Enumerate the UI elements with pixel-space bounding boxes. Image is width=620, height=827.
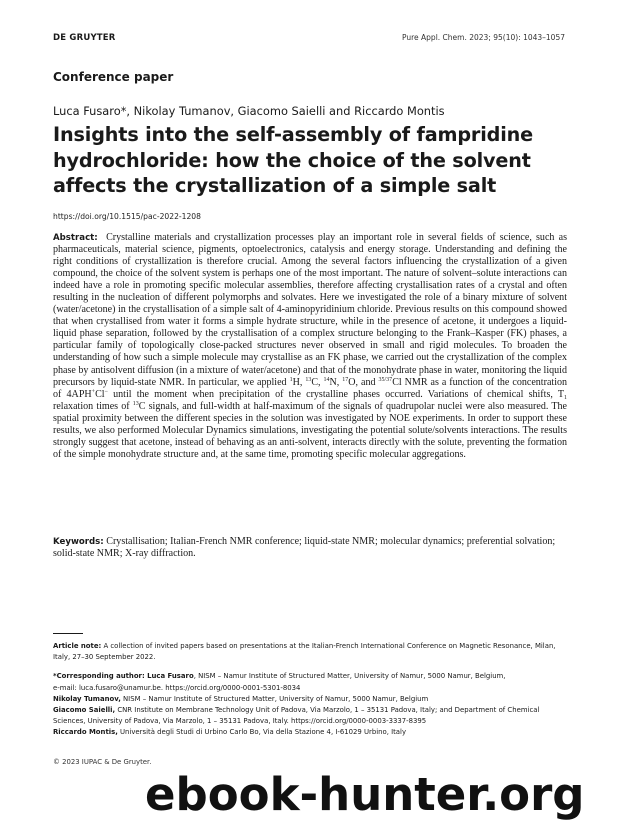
journal-citation: Pure Appl. Chem. 2023; 95(10): 1043–1057	[401, 33, 565, 42]
charge-plus: +	[91, 388, 96, 395]
keywords-label: Keywords:	[53, 537, 104, 547]
nucleus-c: C,	[311, 376, 324, 388]
corresponding-email[interactable]: e-mail: luca.fusaro@unamur.be. https://orcid.org/0000-0001-5301-8034	[53, 683, 301, 692]
isotope-17o: 17	[342, 376, 349, 383]
page-header	[53, 33, 565, 45]
copyright-notice: © 2023 IUPAC & De Gruyter.	[53, 758, 152, 766]
author-affiliation-saielli	[53, 705, 571, 727]
abstract-label: Abstract:	[53, 233, 98, 243]
keywords-text: Crystallisation; Italian-French NMR conference; liquid-state NMR; molecular dynamics; preferential solvation; solid-state NMR; X-ray diffraction.	[53, 536, 556, 560]
article-type: Conference paper	[53, 70, 174, 84]
author-list: Luca Fusaro*, Nikolay Tumanov, Giacomo Saielli and Riccardo Montis	[53, 104, 445, 118]
nucleus-n: N,	[329, 376, 343, 388]
author-name-saielli: Giacomo Saielli,	[53, 706, 116, 715]
corresponding-author-affiliation: , NISM – Namur Institute of Structured Matter, University of Namur, 5000 Namur, Belgium,	[193, 672, 506, 681]
author-affiliation-montis	[53, 727, 571, 738]
keywords	[53, 536, 567, 560]
corresponding-author-label: *Corresponding author: Luca Fusaro	[53, 672, 194, 681]
abstract-text-3: until the moment when precipitation of the crystalline phases occurred. Variations of chemical shifts, T	[107, 388, 564, 400]
article-note	[53, 641, 571, 663]
nucleus-h: H,	[292, 376, 306, 388]
affiliation-tumanov: NISM – Namur Institute of Structured Matter, University of Namur, 5000 Namur, Belgium	[120, 694, 429, 703]
isotope-13c: 13	[305, 376, 312, 383]
paper-title: Insights into the self-assembly of fampridine hydrochloride: how the choice of the solvent affects the crystallization of a simple salt	[53, 123, 534, 197]
affiliation-montis: Università degli Studi di Urbino Carlo Bo, Via della Stazione 4, I-61029 Urbino, Italy	[117, 728, 407, 737]
watermark: ebook-hunter.org	[145, 768, 585, 821]
article-note-text: A collection of invited papers based on presentations at the Italian-French International Conference on Magnetic Resonance, Milan, Italy, 27–30 September 2022.	[53, 642, 556, 662]
abstract-text-5: C signals, and full-width at half-maximum of the signals of quadrupolar nuclei were also measured. The spatial proximity between the different species in the solution was investigated by NOE experiments. In order to support these results, we also performed Molecular Dynamics simulations, investigating the potential solute/solvents interactions. The results strongly suggest that acetone, instead of behaving as an anti-solvent, interacts directly with the solute, preventing the formation of the simple monohydrate structure and, at the same time, promoting specific molecular aggregations.	[53, 400, 567, 460]
isotope-14n: 14	[323, 376, 330, 383]
abstract-text: Crystalline materials and crystallization processes play an important role in several fields of science, such as pharmaceuticals, material science, pigments, optoelectronics, catalysis and energy storage. Understanding and defining the right conditions of crystallization is therefore crucial. Among the several factors influencing the crystallization of a given compound, the choice of the solvent system is perhaps one of the most important. The nature of solvent–solute interactions can indeed have a role in promoting specific molecular assemblies, therefore affecting crystallisation rates of a crystal and often resulting in the nucleation of different polymorphs and solvates. Here we investigated the role of a binary mixture of solvent (water/acetone) in the crystallisation of a simple salt of 4-aminopyridinium chloride. Previous results on this compound showed that when crystallised from water it forms a simple hydrate structure, while in the presence of acetone, it undergoes a liquid-liquid phase separation, followed by the crystallisation of a complex structure belonging to the Frank–Kasper (FK) phases, a particular family of topologically close-packed structures never observed in small and rigid molecules. To broaden the understanding of how such a simple molecule may crystallise as an FK phase, we carried out the crystallization of the complex phase by antisolvent diffusion (in a mixture of water/acetone) and that of the monohydrate phase in water, monitoring the liquid precursors by liquid-state NMR. In particular, we applied	[53, 232, 567, 388]
charge-minus: −	[104, 388, 108, 395]
footnote-divider	[53, 633, 83, 634]
isotope-1h: 1	[289, 376, 293, 383]
abstract-text-4: relaxation times of	[53, 400, 133, 412]
nucleus-o: O, and	[348, 376, 379, 388]
author-name-tumanov: Nikolay Tumanov,	[53, 694, 121, 703]
chloride: Cl	[95, 388, 105, 400]
author-name-montis: Riccardo Montis,	[53, 728, 118, 737]
isotope-13c-2: 13	[132, 400, 139, 407]
article-note-label: Article note:	[53, 642, 102, 650]
footnotes	[53, 641, 571, 739]
isotope-cl: 35/37	[378, 376, 393, 383]
t1-subscript: 1	[564, 394, 567, 401]
corresponding-author	[53, 671, 571, 682]
author-affiliation-tumanov	[53, 694, 571, 705]
affiliation-saielli: CNR Institute on Membrane Technology Unit of Padova, Via Marzolo, 1 – 35131 Padova, Italy; and Department of Chemical Sciences, University of Padova, Via Marzolo, 1 – 35131 Padova, Italy. https://orcid.org/0000-0003-3337-8395	[53, 706, 540, 726]
abstract	[53, 232, 567, 461]
publisher-name: DE GRUYTER	[53, 33, 116, 43]
abstract-text-2: Cl NMR as a function of the concentration of 4APH	[53, 376, 568, 400]
doi-link[interactable]: https://doi.org/10.1515/pac-2022-1208	[53, 212, 201, 221]
